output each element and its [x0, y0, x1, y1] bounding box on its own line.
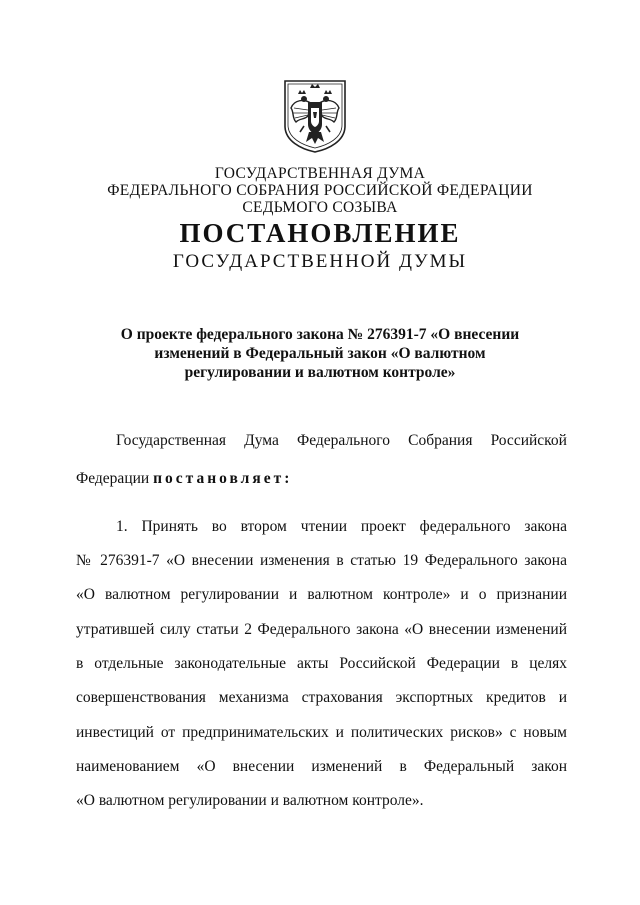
document-subject	[100, 325, 540, 382]
paragraph-line: 1. Принять во втором чтении проект федерального закона	[116, 518, 567, 535]
paragraph-line: утратившей силу статьи 2 Федерального закона «О внесении изменений	[76, 621, 567, 638]
paragraph-line: наименованием «О внесении изменений в Федеральный закон	[76, 758, 567, 775]
subject-line: изменений в Федеральный закон «О валютном	[154, 345, 486, 362]
preamble-word: Собрания	[408, 432, 473, 449]
preamble-resolves: постановляет:	[153, 470, 293, 487]
preamble-word: Государственная	[116, 432, 227, 449]
preamble-federation: Федерации	[76, 470, 150, 487]
header-convocation: СЕДЬМОГО СОЗЫВА	[242, 199, 398, 216]
document-subtitle: ГОСУДАРСТВЕННОЙ ДУМЫ	[172, 251, 468, 272]
paragraph-line: «О валютном регулировании и валютном контроле» и о признании	[76, 586, 567, 603]
document-title: ПОСТАНОВЛЕНИЕ	[179, 218, 461, 248]
paragraph-line: № 276391-7 «О внесении изменения в статью 19 Федерального закона	[76, 552, 567, 569]
preamble-word: Федерального	[296, 432, 391, 449]
subject-line: регулировании и валютном контроле»	[184, 364, 456, 381]
preamble-word: Дума	[244, 432, 279, 449]
paragraph-line: «О валютном регулировании и валютном контроле».	[76, 792, 424, 809]
header-duma: ГОСУДАРСТВЕННАЯ ДУМА	[214, 165, 426, 182]
state-emblem-icon	[282, 78, 348, 154]
header-federal-assembly: ФЕДЕРАЛЬНОГО СОБРАНИЯ РОССИЙСКОЙ ФЕДЕРАЦИИ	[107, 182, 533, 199]
preamble-line-2	[76, 471, 292, 487]
preamble-line	[116, 433, 567, 449]
subject-line: О проекте федерального закона № 276391-7 «О внесении	[120, 326, 520, 343]
paragraph-line: инвестиций от предпринимательских и политических рисков» с новым	[76, 724, 567, 741]
preamble-word: Российской	[490, 432, 567, 449]
paragraph-line: совершенствования механизма страхования экспортных кредитов и	[76, 689, 567, 706]
paragraph-line: в отдельные законодательные акты Российской Федерации в целях	[76, 655, 567, 672]
